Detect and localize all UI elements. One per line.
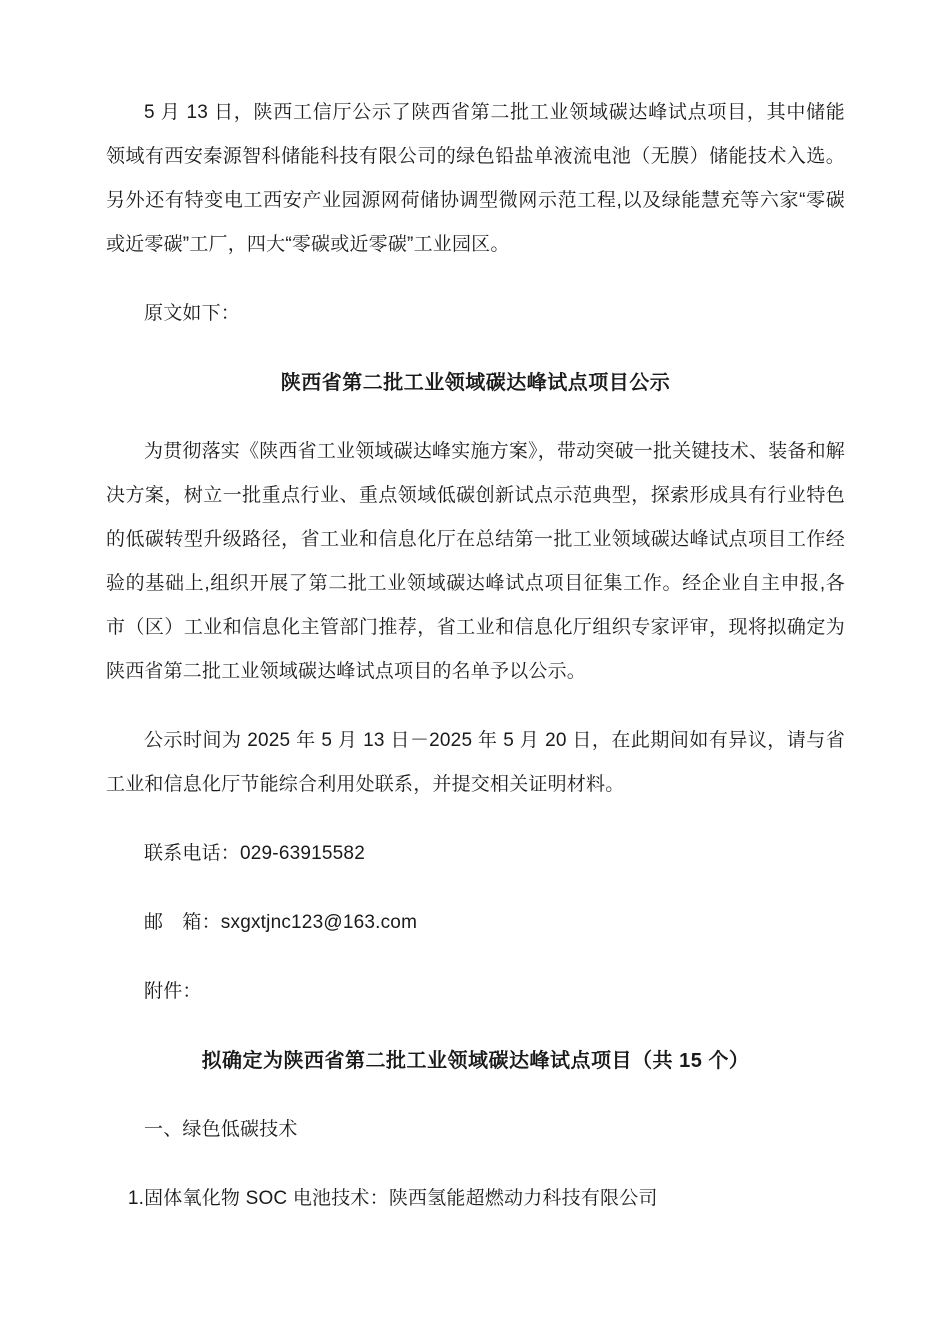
- intro-paragraph: 5 月 13 日，陕西工信厅公示了陕西省第二批工业领域碳达峰试点项目，其中储能领域有西安秦源智科储能科技有限公司的绿色铅盐单液流电池（无膜）储能技术入选。另外还有特变电工西安产业园源网荷储协调型微网示范工程,以及绿能慧充等六家“零碳或近零碳”工厂，四大“零碳或近零碳”工业园区。: [106, 102, 845, 255]
- contact-email: 邮 箱：sxgxtjnc123@163.com: [144, 912, 418, 933]
- notice-body-paragraph: 为贯彻落实《陕西省工业领域碳达峰实施方案》，带动突破一批关键技术、装备和解决方案，树立一批重点行业、重点领域低碳创新试点示范典型，探索形成具有行业特色的低碳转型升级路径，省工业和信息化厅在总结第一批工业领域碳达峰试点项目工作经验的基础上,组织开展了第二批工业领域碳达峰试点项目征集工作。经企业自主申报,各市（区）工业和信息化主管部门推荐，省工业和信息化厅组织专家评审，现将拟确定为陕西省第二批工业领域碳达峰试点项目的名单予以公示。: [106, 441, 845, 682]
- attachment-title: 拟确定为陕西省第二批工业领域碳达峰试点项目（共 15 个）: [201, 1050, 750, 1072]
- section-one-heading: 一、绿色低碳技术: [144, 1119, 298, 1140]
- contact-phone: 联系电话：029-63915582: [144, 843, 365, 864]
- attachment-label: 附件：: [144, 981, 202, 1002]
- section-one-item-1: 1.固体氧化物 SOC 电池技术：陕西氢能超燃动力科技有限公司: [127, 1188, 658, 1209]
- publicity-period-paragraph: 公示时间为 2025 年 5 月 13 日－2025 年 5 月 20 日，在此期间如有异议，请与省工业和信息化厅节能综合利用处联系，并提交相关证明材料。: [106, 730, 845, 795]
- notice-title: 陕西省第二批工业领域碳达峰试点项目公示: [280, 372, 671, 394]
- lead-in-text: 原文如下：: [144, 303, 241, 324]
